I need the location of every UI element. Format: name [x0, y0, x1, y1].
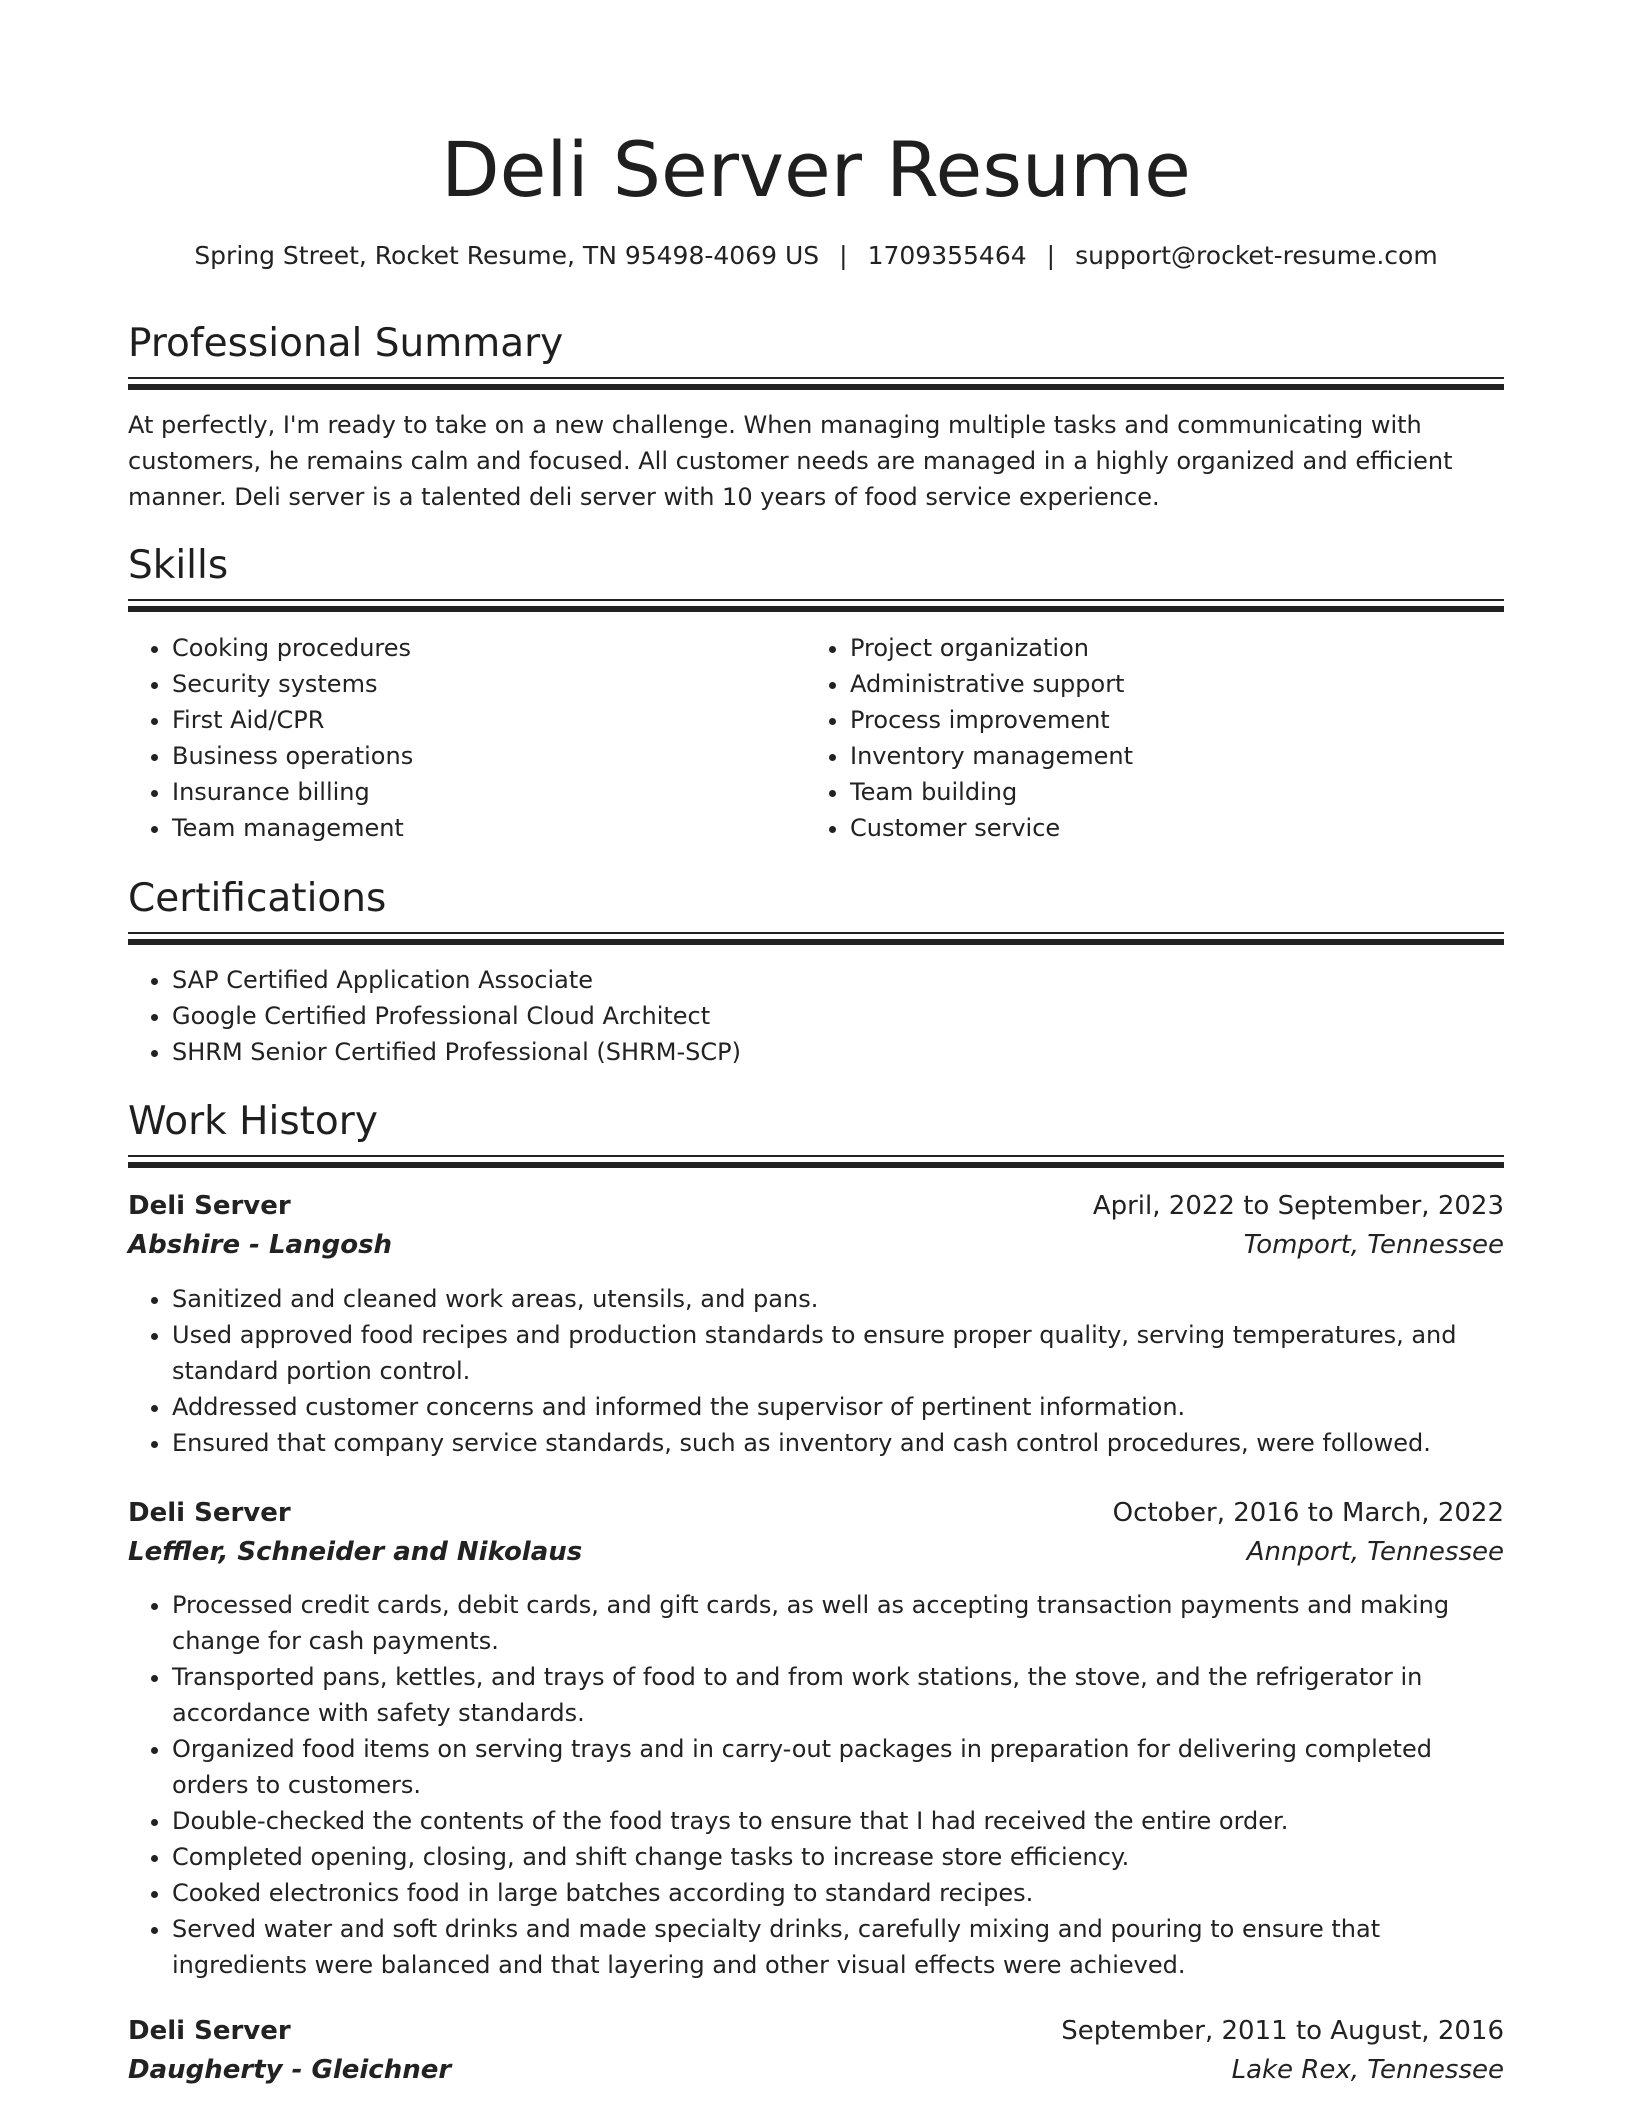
job-location: Annport, Tennessee	[1246, 1537, 1504, 1567]
skill-item: • Process improvement	[850, 702, 1500, 738]
skill-item: • First Aid/CPR	[172, 702, 802, 738]
job-title: Deli Server	[128, 2016, 291, 2046]
certification-item: • Google Certified Professional Cloud Architect	[172, 998, 1504, 1034]
job-duty-item: • Sanitized and cleaned work areas, utensils, and pans.	[172, 1281, 1504, 1317]
skills-list-left	[128, 630, 802, 846]
job-duty-item: • Organized food items on serving trays and in carry-out packages in preparation for delivering completed orders to customers.	[172, 1731, 1504, 1803]
job-duties-list	[128, 1281, 1504, 1461]
certification-item: • SHRM Senior Certified Professional (SHRM-SCP)	[172, 1034, 1504, 1070]
skill-item: • Cooking procedures	[172, 630, 802, 666]
skill-item: • Security systems	[172, 666, 802, 702]
contact-line	[128, 238, 1504, 274]
job-location: Lake Rex, Tennessee	[1231, 2055, 1504, 2085]
section-divider	[128, 1155, 1504, 1168]
contact-phone: 1709355464	[867, 241, 1027, 270]
job-duty-item: • Processed credit cards, debit cards, and gift cards, as well as accepting transaction payments and making change for cash payments.	[172, 1587, 1504, 1659]
job-duty-item: • Served water and soft drinks and made specialty drinks, carefully mixing and pouring to ensure that ingredients were balanced and that layering and other visual effects were achieved.	[172, 1911, 1504, 1983]
job-duty-item: • Transported pans, kettles, and trays of food to and from work stations, the stove, and the refrigerator in accordance with safety standards.	[172, 1659, 1504, 1731]
certifications-list	[128, 962, 1504, 1070]
job-dates: April, 2022 to September, 2023	[1092, 1191, 1504, 1221]
resume-title: Deli Server Resume	[441, 125, 1191, 214]
work-history-heading: Work History	[128, 1099, 378, 1144]
section-divider	[128, 599, 1504, 612]
skills-heading: Skills	[128, 543, 229, 588]
job-company: Abshire - Langosh	[128, 1230, 393, 1260]
job-duties-list	[128, 1587, 1504, 1983]
skill-item: • Inventory management	[850, 738, 1500, 774]
skill-item: • Team building	[850, 774, 1500, 810]
summary-text: At perfectly, I'm ready to take on a new challenge. When managing multiple tasks and communicating with customers, he remains calm and focused. All customer needs are managed in a highly organized and efficient manner. Deli server is a talented deli server with 10 years of food service experience.	[128, 411, 1453, 511]
job-company: Leffler, Schneider and Nikolaus	[128, 1537, 583, 1567]
job-company: Daugherty - Gleichner	[128, 2055, 452, 2085]
skill-item: • Team management	[172, 810, 802, 846]
skill-item: • Administrative support	[850, 666, 1500, 702]
skills-list-right	[806, 630, 1500, 846]
job-title: Deli Server	[128, 1498, 291, 1528]
job-duty-item: • Double-checked the contents of the food trays to ensure that I had received the entire order.	[172, 1803, 1504, 1839]
job-duty-item: • Used approved food recipes and production standards to ensure proper quality, serving temperatures, and standard portion control.	[172, 1317, 1504, 1389]
certification-item: • SAP Certified Application Associate	[172, 962, 1504, 998]
contact-separator: |	[839, 241, 848, 270]
summary-heading: Professional Summary	[128, 321, 564, 366]
job-title: Deli Server	[128, 1191, 291, 1221]
skill-item: • Business operations	[172, 738, 802, 774]
skill-item: • Customer service	[850, 810, 1500, 846]
job-dates: October, 2016 to March, 2022	[1112, 1498, 1504, 1528]
certifications-heading: Certifications	[128, 876, 387, 921]
contact-email[interactable]: support@rocket-resume.com	[1075, 241, 1438, 270]
skill-item: • Project organization	[850, 630, 1500, 666]
section-divider	[128, 932, 1504, 945]
job-duty-item: • Ensured that company service standards, such as inventory and cash control procedures, were followed.	[172, 1425, 1504, 1461]
section-divider	[128, 377, 1504, 390]
job-duty-item: • Completed opening, closing, and shift change tasks to increase store efficiency.	[172, 1839, 1504, 1875]
contact-address: Spring Street, Rocket Resume, TN 95498-4069 US	[194, 241, 820, 270]
job-duty-item: • Cooked electronics food in large batches according to standard recipes.	[172, 1875, 1504, 1911]
skill-item: • Insurance billing	[172, 774, 802, 810]
contact-separator: |	[1046, 241, 1056, 270]
job-dates: September, 2011 to August, 2016	[1061, 2016, 1504, 2046]
job-location: Tomport, Tennessee	[1243, 1230, 1504, 1260]
job-duty-item: • Addressed customer concerns and informed the supervisor of pertinent information.	[172, 1389, 1504, 1425]
